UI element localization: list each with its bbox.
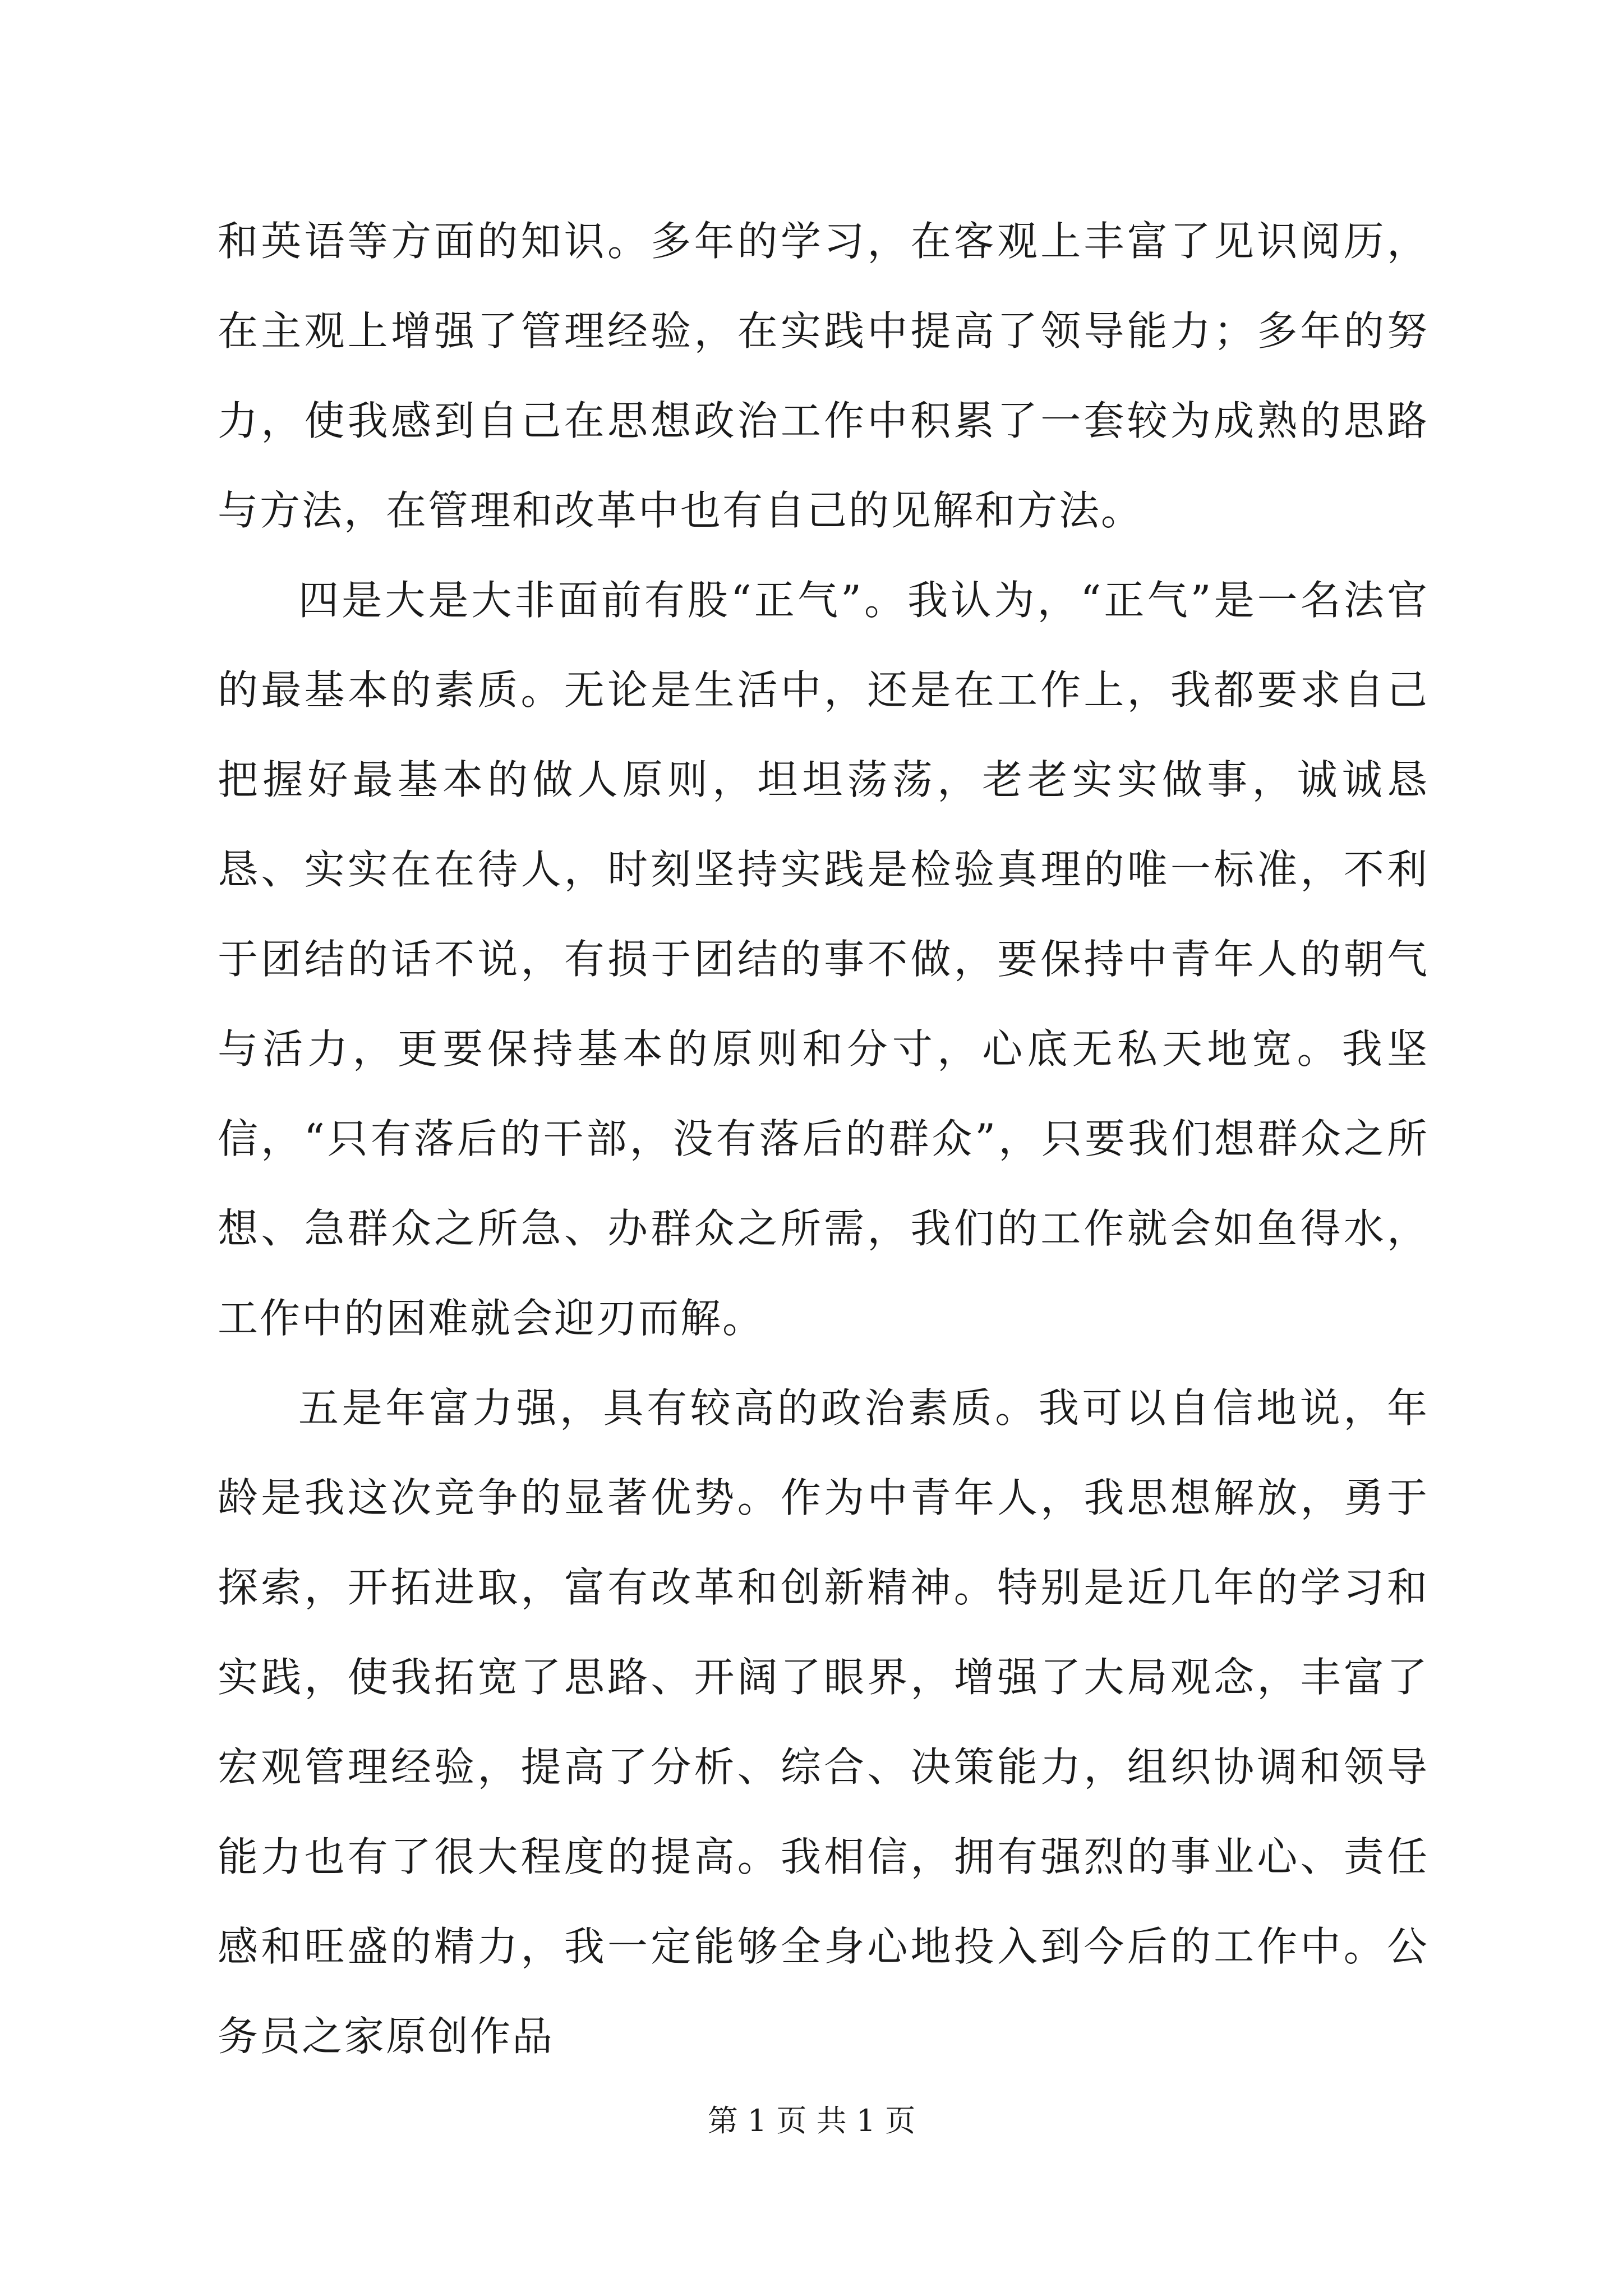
paragraph-1: 和英语等方面的知识。多年的学习，在客观上丰富了见识阅历，在主观上增强了管理经验，在实践中提高了领导能力；多年的努力，使我感到自己在思想政治工作中积累了一套较为成熟的思路与方法，在管理和改革中也有自己的见解和方法。 — [218, 218, 1429, 534]
paragraph-2: 四是大是大非面前有股“正气”。我认为，“正气”是一名法官的最基本的素质。无论是生活中，还是在工作上，我都要求自己把握好最基本的做人原则，坦坦荡荡，老老实实做事，诚诚恳恳、实实在在待人，时刻坚持实践是检验真理的唯一标准，不利于团结的话不说，有损于团结的事不做，要保持中青年人的朝气与活力，更要保持基本的原则和分寸，心底无私天地宽。我坚信，“只有落后的干部，没有落后的群众”，只要我们想群众之所想、急群众之所急、办群众之所需，我们的工作就会如鱼得水，工作中的困难就会迎刃而解。 — [218, 577, 1429, 1342]
document-body — [218, 196, 1429, 2081]
paragraph-3: 五是年富力强，具有较高的政治素质。我可以自信地说，年龄是我这次竞争的显著优势。作为中青年人，我思想解放，勇于探索，开拓进取，富有改革和创新精神。特别是近几年的学习和实践，使我拓宽了思路、开阔了眼界，增强了大局观念，丰富了宏观管理经验，提高了分析、综合、决策能力，组织协调和领导能力也有了很大程度的提高。我相信，拥有强烈的事业心、责任感和旺盛的精力，我一定能够全身心地投入到今后的工作中。公务员之家原创作品 — [218, 1384, 1429, 2060]
page-footer: 第 1 页 共 1 页 — [707, 2103, 916, 2138]
